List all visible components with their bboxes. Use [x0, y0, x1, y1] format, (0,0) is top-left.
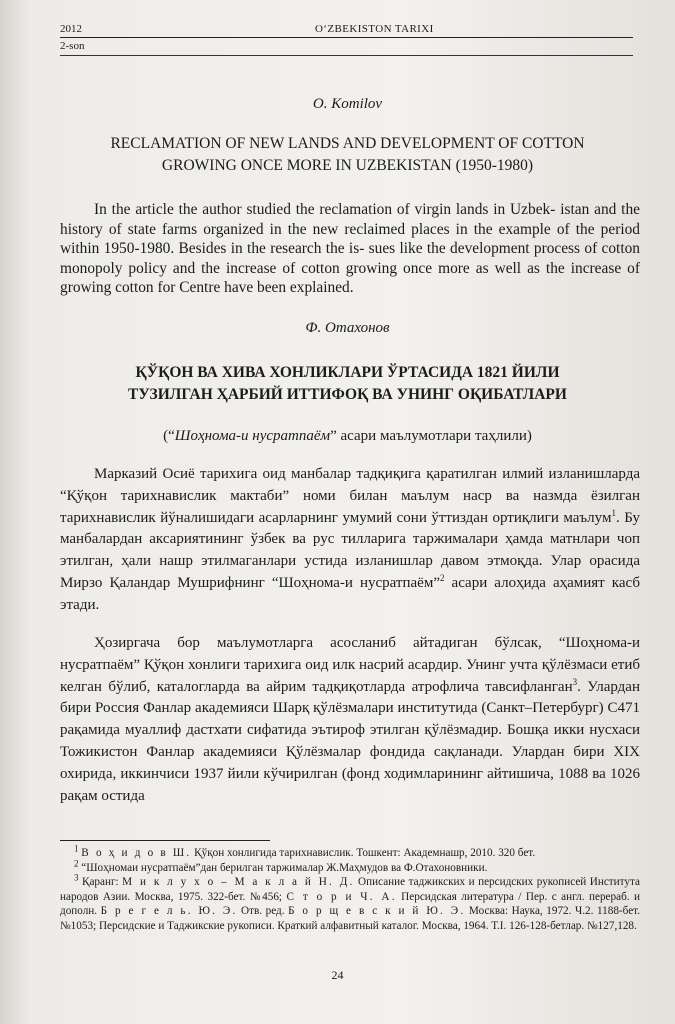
footnote-text: Қаранг:	[78, 876, 123, 889]
footnote-text: Қўқон хонлигида тарихнавислик. Тошкент: Академнашр, 2010. 320 бет.	[191, 847, 536, 859]
footnote-number: 1	[74, 843, 79, 854]
footnote-text: Отв. ред.	[237, 905, 289, 918]
footnote-author: С т о р и Ч. А.	[286, 890, 397, 903]
footnotes	[60, 843, 641, 934]
article2-title-line1: ҚЎҚОН ВА ХИВА ХОНЛИКЛАРИ ЎРТАСИДА 1821 ЙИЛИ	[135, 364, 560, 381]
running-head	[60, 20, 633, 38]
subtitle-rest: ” асари маълумотлари таҳлили)	[330, 428, 532, 444]
header-rule-thin	[60, 55, 633, 56]
header-rule	[60, 37, 633, 38]
article1-author: O. Komilov	[312, 96, 383, 112]
footnote-number: 3	[74, 872, 79, 883]
footnote-2	[60, 857, 640, 876]
journal-title: O‘ZBEKISTON TARIXI	[315, 23, 434, 35]
footnote-text: Персидская литература / Пер. с англ. перераб. и дополн.	[60, 890, 640, 918]
footnote-rule	[60, 840, 270, 841]
article2-author: Ф. Отахонов	[305, 320, 390, 336]
footnote-number: 2	[74, 857, 79, 868]
article2-title-line2: ТУЗИЛГАН ҲАРБИЙ ИТТИФОҚ ВА УНИНГ ОҚИБАТЛАРИ	[128, 386, 567, 403]
footnote-ref-2: 2	[439, 572, 445, 583]
footnote-text: Москва: Наука, 1972. Ч.2. 1188-бет. №1053; Персидские и Таджикские рукописи. Краткий алфавитный каталог. Москва, 1964. Т.І. 126-128-бетлар. №127,128.	[60, 905, 641, 932]
footnote-author: Б о р щ е в с к и й Ю. Э.	[288, 905, 466, 918]
article2-paragraph-1	[60, 464, 640, 617]
journal-issue: 2-son	[60, 40, 85, 52]
subtitle-work-title: Шоҳнома-и нусратпаём	[174, 428, 331, 444]
footnote-author: Б р е г е л ь. Ю. Э.	[100, 905, 238, 918]
article2-paragraph-2	[60, 633, 640, 807]
para2-part-a: Ҳозиргача бор маълумотларга асосланиб айтадиган бўлсак, “Шоҳнома-и нусратпаём” Қўқон хонлиги тарихига оид илк насрий асардир. Унинг учта қўлёзмаси етиб келган бўлиб, каталогларда ва айрим тадқиқотларда атрофлича тавсифланган	[60, 635, 640, 695]
footnote-1	[60, 843, 640, 861]
footnote-3	[60, 872, 641, 933]
para1-part-c: асари алоҳида аҳамият касб этади.	[60, 574, 640, 613]
footnote-text: “Шоҳномаи нусратпаём”дан берилган таржималар Ж.Маҳмудов ва Ф.Отахоновники.	[78, 861, 488, 874]
article1-title-line1: RECLAMATION OF NEW LANDS AND DEVELOPMENT OF COTTON	[110, 135, 585, 152]
article1-abstract: In the article the author studied the reclamation of virgin lands in Uzbek- istan and the history of state farms organized in the new reclaimed places in the example of the period within 1950-1980. Besides in the research the is- sues like the development process of cotton monopoly policy and the increase of cotton growing once more as well as the increase of growing cotton for Centre have been explained.	[60, 201, 640, 297]
subtitle-open: (“	[163, 428, 175, 444]
journal-year: 2012	[60, 23, 82, 35]
footnote-ref-1: 1	[611, 507, 616, 518]
page-number: 24	[331, 968, 344, 982]
footnote-ref-3: 3	[572, 676, 578, 687]
footnote-text: Описание таджикских и персидских рукописей Института народов Азии. Москва, 1975. 322-бет. №456;	[60, 876, 640, 903]
article1-title-line2: GROWING ONCE MORE IN UZBEKISTAN (1950-1980)	[161, 157, 534, 174]
article2-subtitle	[60, 428, 635, 445]
footnote-author: М и к л у х о – М а к л а й Н. Д.	[122, 876, 355, 889]
para2-part-b: . Улардан бири Россия Фанлар академияси Шарқ қўлёзмалари институтида (Санкт–Петербург) С471 рақамида муаллиф дастхати сифатида эътироф этилган қўлёзмадир. Бошқа икки нусхаси Тожикистон Фанлар академияси Қўлёзмалар фондида сақланади. Улардан бири XIX охирида, иккинчиси 1937 йили кўчирилган (фонд ходимларининг айтишича, 1088 ва 1026 рақам остида	[60, 678, 640, 804]
para1-part-a: Марказий Осиё тарихига оид манбалар тадқиқига қаратилган илмий изланишларда “Қўқон тарихнавислик мактаби” номи билан маълум наср ва назмда ёзилган тарихнавислик йўналишидаги асарларнинг умумий сони ўттиздан ортиқлиги маълум	[60, 466, 640, 526]
para1-part-b: . Бу манбалардан аксариятининг ўзбек ва рус тилларига таржималари ҳамда матнлари чоп этилган, ҳали нашр этилмаганлари устида изланишлар давом этмоқда. Улар орасида Мирзо Қаландар Мушрифнинг “Шоҳнома-и нусратпаём”	[60, 509, 640, 591]
footnote-author: В о ҳ и д о в Ш.	[81, 847, 192, 859]
